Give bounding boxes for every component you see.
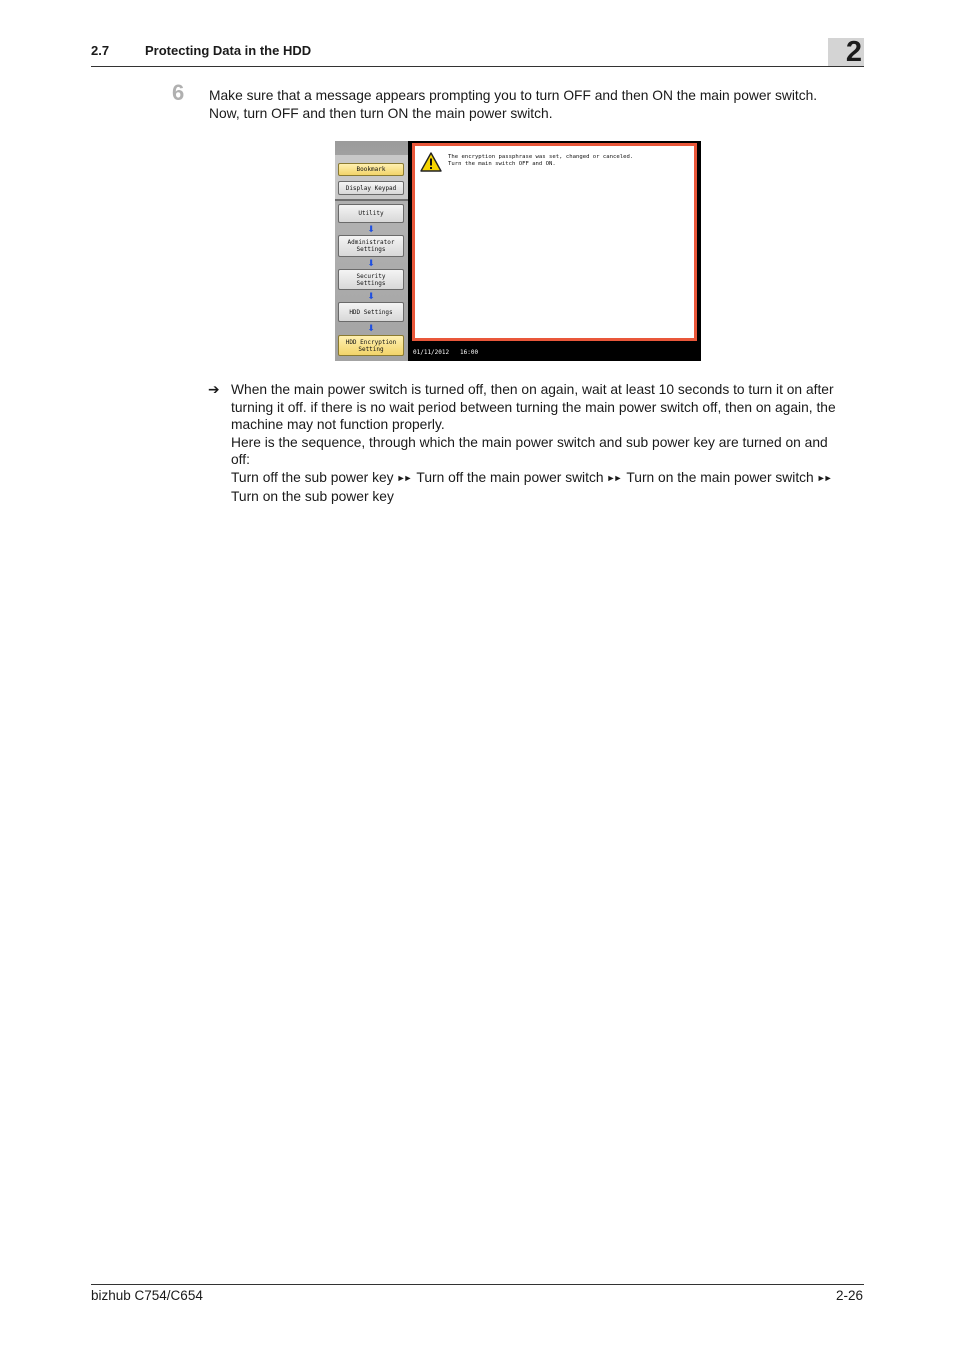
note-line: off: (231, 452, 250, 467)
arrow-down-icon: ⬇ (367, 258, 375, 268)
step-number: 6 (172, 80, 185, 105)
chapter-tab (828, 38, 864, 66)
chapter-number: 2 (845, 36, 862, 68)
note-text (231, 381, 871, 506)
security-settings-button[interactable]: Security Settings (338, 269, 404, 290)
arrow-down-icon: ⬇ (367, 224, 375, 234)
utility-button[interactable]: Utility (338, 204, 404, 223)
message-frame (412, 143, 697, 341)
double-arrow-icon: ►► (606, 472, 621, 483)
section-number: 2.7 (91, 43, 110, 58)
section-title: Protecting Data in the HDD (145, 43, 312, 58)
sequence-step: Turn on the main power switch (626, 469, 814, 485)
step-line: Now, turn OFF and then turn ON the main power switch. (209, 106, 553, 121)
footer-rule (91, 1284, 864, 1285)
sequence-step: Turn off the sub power key (231, 469, 394, 485)
control-panel-screenshot (335, 141, 701, 361)
left-navigation-pane (335, 141, 408, 361)
hdd-settings-button[interactable]: HDD Settings (338, 302, 404, 322)
double-arrow-icon: ►► (396, 472, 411, 483)
sequence-line (231, 488, 871, 506)
sequence-step: Turn on the sub power key (231, 489, 394, 504)
arrow-bullet-icon: ➔ (208, 382, 220, 397)
footer-model: bizhub C754/C654 (91, 1288, 203, 1303)
footer-page-number: 2-26 (835, 1288, 863, 1303)
status-date: 01/11/2012 (413, 349, 450, 356)
note-line: machine may not function properly. (231, 417, 445, 432)
message-line: The encryption passphrase was set, changed or canceled. (448, 154, 634, 160)
arrow-down-icon: ⬇ (367, 323, 375, 333)
sequence-line (231, 469, 871, 489)
administrator-settings-button[interactable]: Administrator Settings (338, 235, 404, 257)
page-header (91, 36, 864, 68)
bookmark-button[interactable]: Bookmark (338, 163, 404, 176)
message-text (448, 154, 633, 168)
step-line: Make sure that a message appears prompting you to turn OFF and then ON the main power switch. (209, 88, 818, 103)
arrow-down-icon: ⬇ (367, 291, 375, 301)
status-time: 16:00 (460, 349, 479, 356)
step-instruction (209, 87, 869, 123)
note-line: Here is the sequence, through which the main power switch and sub power key are turned on and (231, 434, 828, 450)
warning-icon (420, 152, 442, 172)
status-bar (408, 344, 701, 361)
sequence-step: Turn off the main power switch (416, 469, 604, 485)
note-line: When the main power switch is turned off, then on again, wait at least 10 seconds to turn it on after (231, 382, 834, 397)
hdd-encryption-setting-button[interactable]: HDD Encryption Setting (338, 335, 404, 356)
display-keypad-button[interactable]: Display Keypad (338, 181, 404, 195)
message-area (415, 146, 694, 338)
message-line: Turn the main switch OFF and ON. (448, 161, 556, 167)
note-line: turning it off. if there is no wait period between turning the main power switch off, then on again, the (231, 399, 836, 415)
double-arrow-icon: ►► (816, 472, 831, 483)
